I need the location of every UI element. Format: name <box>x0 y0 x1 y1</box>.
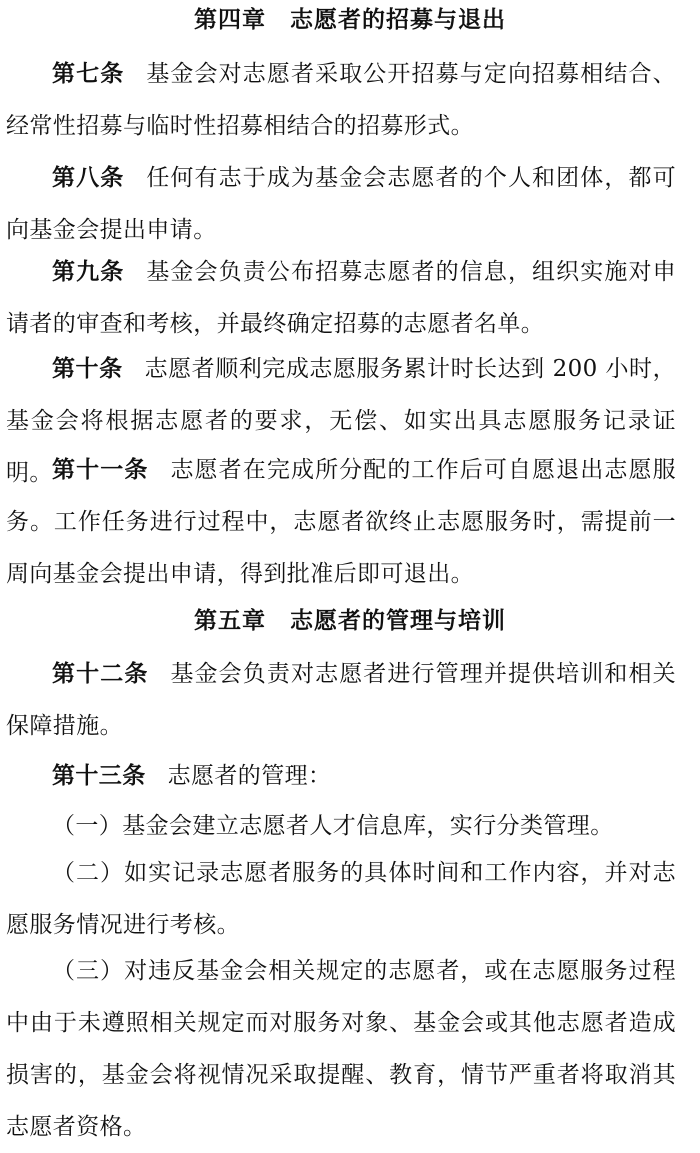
article-13-text: 志愿者的管理： <box>167 763 332 789</box>
article-7-text: 基金会对志愿者采取公开招募与定向招募相结合、经常性招募与临时性招募相结合的招募形式。 <box>6 61 676 139</box>
article-13 <box>6 750 676 802</box>
article-8 <box>6 152 676 256</box>
article-13-item-1: （一）基金会建立志愿者人才信息库，实行分类管理。 <box>52 813 614 839</box>
article-11 <box>6 444 676 600</box>
article-13-item-3: （三）对违反基金会相关规定的志愿者，或在志愿服务过程中由于未遵照相关规定而对服务对象、基金会或其他志愿者造成损害的，基金会将视情况采取提醒、教育，情节严重者将取消其志愿者资格。 <box>6 958 676 1140</box>
article-13-item-2: （二）如实记录志愿者服务的具体时间和工作内容，并对志愿服务情况进行考核。 <box>6 860 676 938</box>
article-12-label: 第十二条 <box>52 660 149 687</box>
article-9-label: 第九条 <box>52 258 125 285</box>
article-13-label: 第十三条 <box>52 762 146 789</box>
article-10-text: 志愿者顺利完成志愿服务累计时长达到 200 小时，基金会将根据志愿者的要求，无偿、如实出具志愿服务记录证明。 <box>6 356 676 486</box>
chapter-4-title: 第四章 志愿者的招募与退出 <box>194 6 506 33</box>
article-9 <box>6 246 676 350</box>
article-7 <box>6 48 676 152</box>
chapter-5-title: 第五章 志愿者的管理与培训 <box>194 607 506 634</box>
article-12 <box>6 648 676 752</box>
article-11-label: 第十一条 <box>52 456 149 483</box>
article-7-label: 第七条 <box>52 60 125 87</box>
article-12-text: 基金会负责对志愿者进行管理并提供培训和相关保障措施。 <box>6 661 676 739</box>
article-8-label: 第八条 <box>52 164 125 191</box>
article-10-label: 第十条 <box>52 355 123 382</box>
article-11-text: 志愿者在完成所分配的工作后可自愿退出志愿服务。工作任务进行过程中，志愿者欲终止志愿服务时，需提前一周向基金会提出申请，得到批准后即可退出。 <box>6 457 676 587</box>
article-8-text: 任何有志于成为基金会志愿者的个人和团体，都可向基金会提出申请。 <box>6 165 676 243</box>
article-9-text: 基金会负责公布招募志愿者的信息，组织实施对申请者的审查和考核，并最终确定招募的志愿者名单。 <box>6 259 676 337</box>
